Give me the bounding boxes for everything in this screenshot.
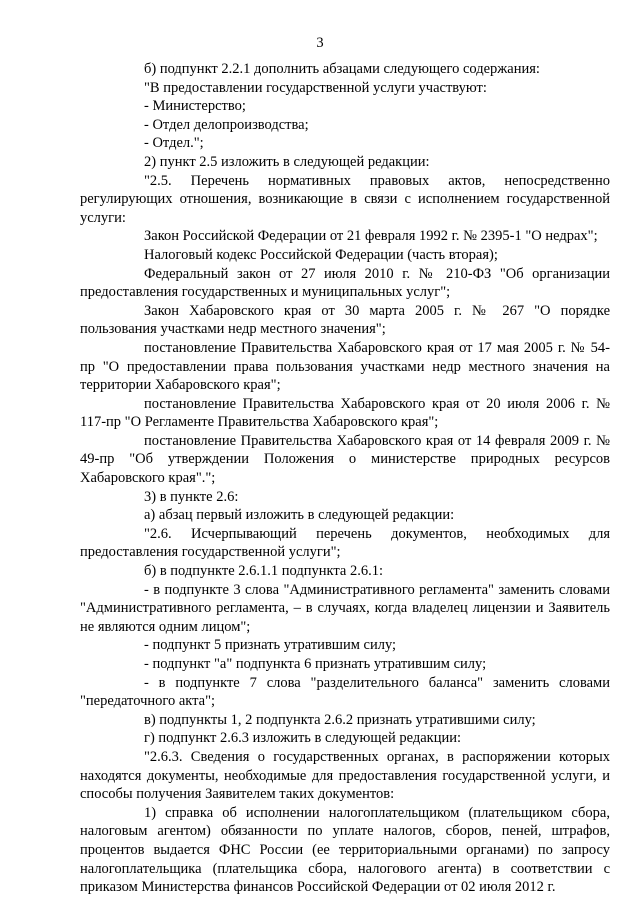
paragraph: Закон Хабаровского края от 30 марта 2005 г. № 267 "О порядке пользования участками недр местного значения"; (80, 302, 610, 338)
paragraph: Закон Российской Федерации от 21 февраля 1992 г. № 2395-1 "О недрах"; (144, 228, 598, 245)
paragraph: г) подпункт 2.6.3 изложить в следующей редакции: (144, 730, 462, 747)
paragraph: постановление Правительства Хабаровского края от 20 июля 2006 г. № 117-пр "О Регламенте Правительства Хабаровского края"; (80, 395, 610, 431)
paragraph: 2) пункт 2.5 изложить в следующей редакции: (144, 153, 430, 170)
paragraph: - в подпункте 3 слова "Административного регламента" заменить словами "Административного регламента, – в случаях, когда владелец лицензии и Заявитель не являются одним лицом"; (80, 581, 610, 635)
paragraph: б) подпункт 2.2.1 дополнить абзацами следующего содержания: (144, 61, 540, 77)
paragraph: в) подпункты 1, 2 подпункта 2.6.2 признать утратившими силу; (144, 711, 536, 728)
paragraph: - Отдел."; (144, 135, 204, 152)
paragraph: б) в подпункте 2.6.1.1 подпункта 2.6.1: (144, 563, 383, 580)
paragraph: "2.6. Исчерпывающий перечень документов, необходимых для предоставления государственной услуги"; (80, 525, 610, 561)
paragraph: постановление Правительства Хабаровского края от 17 мая 2005 г. № 54-пр "О предоставлении права пользования участками недр местного значения на территории Хабаровского края"; (80, 339, 610, 394)
paragraph: 1) справка об исполнении налогоплательщиком (плательщиком сбора, налоговым агентом) обязанности по уплате налогов, сборов, пеней, штрафов, процентов выдается ФНС России (ее территориальными органами) по запросу налогоплательщика (плательщика сбора, налогового агента) в соответствии с приказом Министерства финансов Российской Федерации от 02 июля 2012 г. (80, 804, 610, 896)
document-body (80, 60, 610, 897)
paragraph: а) абзац первый изложить в следующей редакции: (144, 507, 455, 524)
paragraph: - подпункт "а" подпункта 6 признать утратившим силу; (144, 656, 487, 672)
paragraph: - подпункт 5 признать утратившим силу; (144, 637, 397, 654)
paragraph: Федеральный закон от 27 июля 2010 г. № 210-ФЗ "Об организации предоставления государственных и муниципальных услуг"; (80, 265, 610, 301)
paragraph: постановление Правительства Хабаровского края от 14 февраля 2009 г. № 49-пр "Об утверждении Положения о министерстве природных ресурсов Хабаровского края"."; (80, 432, 610, 487)
page-number: 3 (316, 35, 324, 51)
paragraph: - в подпункте 7 слова "разделительного баланса" заменить словами "передаточного акта"; (80, 674, 610, 710)
paragraph: "2.5. Перечень нормативных правовых актов, непосредственно регулирующих отношения, возникающие в связи с исполнением государственной услуги: (80, 172, 610, 226)
paragraph: Налоговый кодекс Российской Федерации (часть вторая); (144, 246, 498, 263)
paragraph: - Отдел делопроизводства; (144, 116, 309, 133)
paragraph: - Министерство; (144, 98, 246, 115)
paragraph: "В предоставлении государственной услуги участвуют: (144, 79, 487, 96)
paragraph: 3) в пункте 2.6: (144, 488, 239, 505)
paragraph: "2.6.3. Сведения о государственных органах, в распоряжении которых находятся документы, необходимые для предоставления государственной услуги, и способы получения Заявителем таких документов: (80, 748, 610, 803)
